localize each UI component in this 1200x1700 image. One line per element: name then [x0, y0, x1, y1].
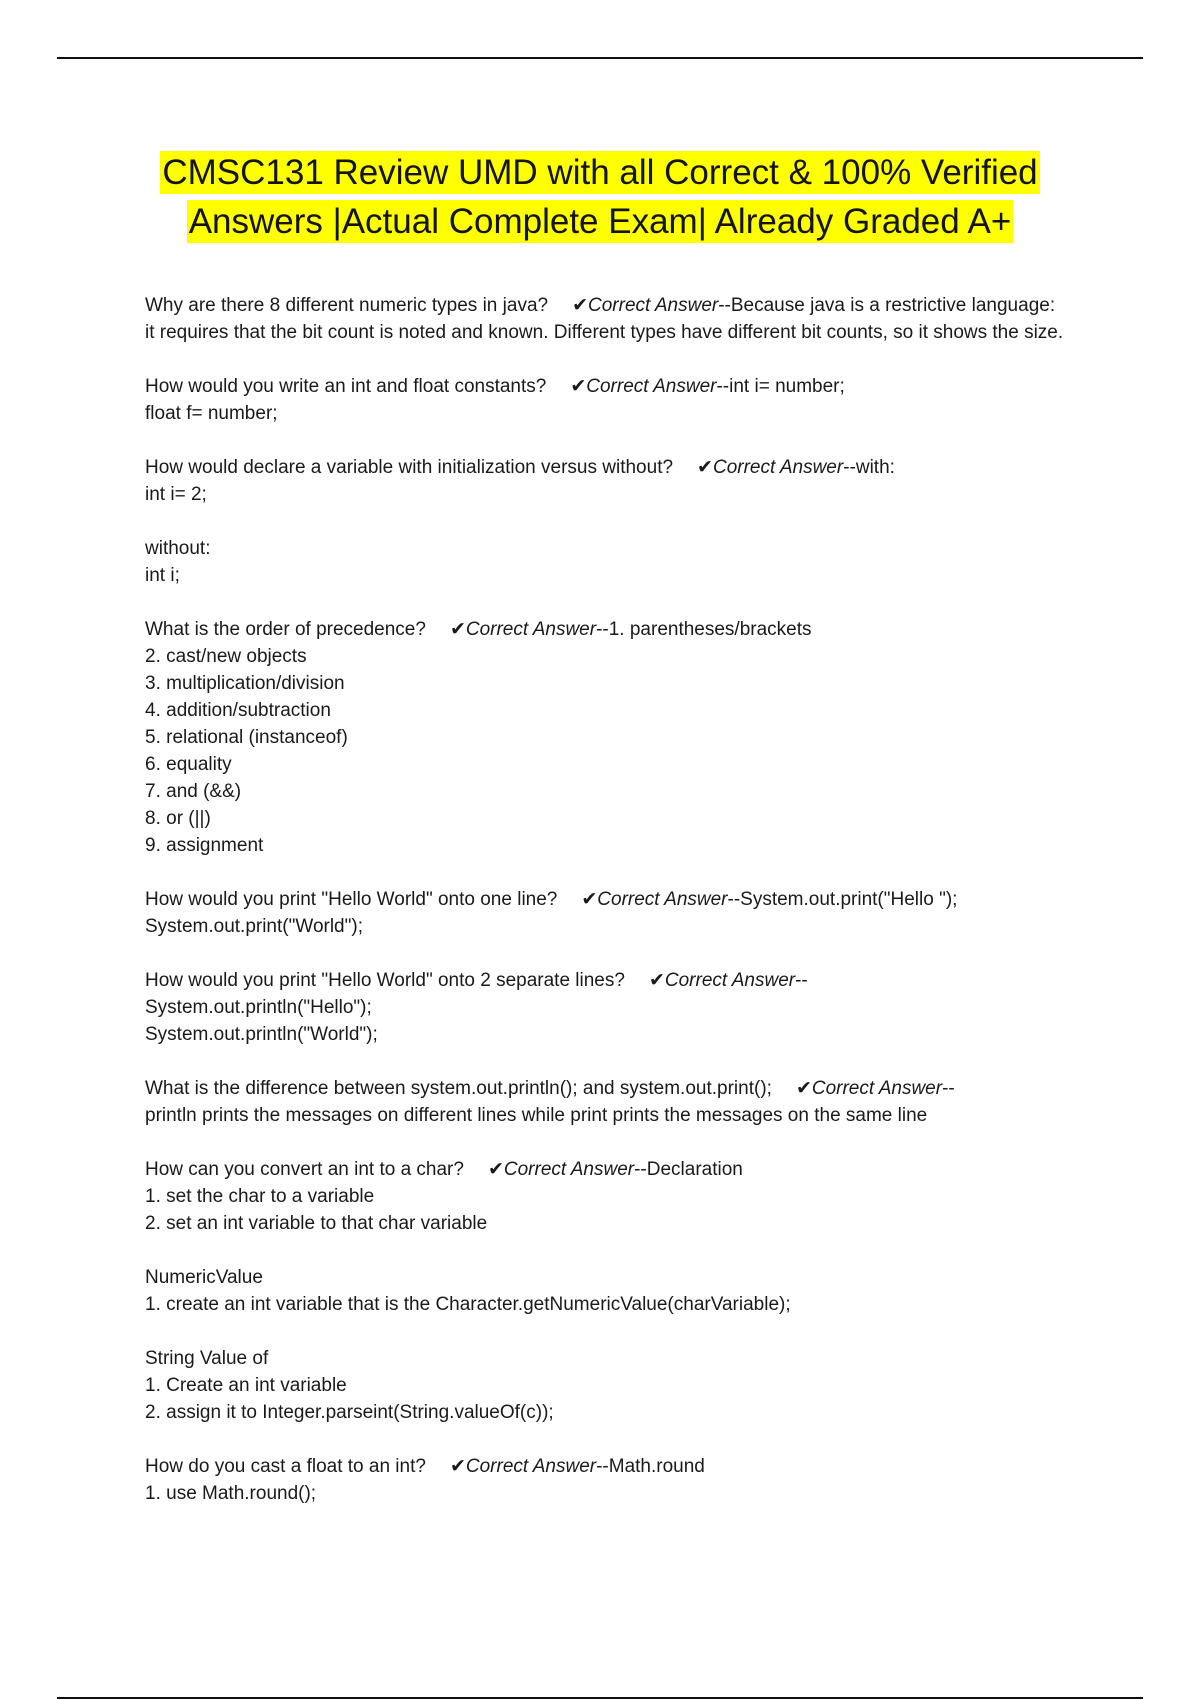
qa-first-line	[145, 373, 1065, 400]
correct-answer-text: Correct Answer	[503, 1159, 635, 1180]
correct-answer-label	[570, 376, 716, 397]
correct-answer-label	[488, 1159, 634, 1180]
checkmark-icon: ✔	[697, 457, 713, 478]
answer-line: 6. equality	[145, 754, 232, 775]
qa-first-line	[145, 616, 1065, 643]
answer-text: --	[795, 970, 808, 991]
question-text: Why are there 8 different numeric types in java?	[145, 295, 549, 316]
answer-line: float f= number;	[145, 403, 278, 424]
qa-first-line	[145, 886, 1065, 913]
correct-answer-text: Correct Answer	[712, 457, 844, 478]
answer-line: 4. addition/subtraction	[145, 700, 331, 721]
question-text: How would declare a variable with initialization versus without?	[145, 457, 674, 478]
answer-line: int i= 2;	[145, 484, 207, 505]
answer-line	[145, 1318, 1065, 1345]
qa-item	[145, 1156, 1065, 1426]
answer-line: 5. relational (instanceof)	[145, 727, 348, 748]
correct-answer-label	[450, 1456, 596, 1477]
correct-answer-text: Correct Answer	[586, 376, 717, 397]
answer-text: --Math.round	[596, 1456, 705, 1477]
correct-answer-label	[581, 889, 727, 910]
correct-answer-text: Correct Answer	[588, 295, 719, 316]
answer-line: without:	[145, 538, 211, 559]
correct-answer-text: Correct Answer	[811, 1078, 943, 1099]
qa-item	[145, 616, 1065, 859]
answer-line: 2. assign it to Integer.parseint(String.valueOf(c));	[145, 1402, 554, 1423]
answer-line: println prints the messages on different lines while print prints the messages on the same line	[145, 1105, 928, 1126]
answer-line	[145, 1237, 1065, 1264]
question-text: How do you cast a float to an int?	[145, 1456, 426, 1477]
qa-item	[145, 967, 1065, 1048]
title-line-1: CMSC131 Review UMD with all Correct & 100% Verified	[162, 153, 1038, 192]
qa-first-line	[145, 1156, 1065, 1183]
correct-answer-text: Correct Answer	[597, 889, 728, 910]
answer-text: --	[942, 1078, 955, 1099]
answer-line: 1. create an int variable that is the Character.getNumericValue(charVariable);	[145, 1294, 791, 1315]
qa-item	[145, 1453, 1065, 1507]
checkmark-icon: ✔	[449, 619, 466, 640]
checkmark-icon: ✔	[581, 889, 598, 910]
answer-line: String Value of	[145, 1348, 269, 1369]
qa-item	[145, 373, 1065, 427]
top-rule	[57, 57, 1143, 59]
checkmark-icon: ✔	[570, 376, 587, 397]
question-text: How would you print "Hello World" onto 2 separate lines?	[145, 970, 625, 991]
qa-first-line	[145, 454, 1065, 481]
document-title	[100, 148, 1100, 246]
question-text: How would you write an int and float constants?	[145, 376, 547, 397]
question-text: How can you convert an int to a char?	[145, 1159, 464, 1180]
answer-text: --Declaration	[634, 1159, 743, 1180]
answer-line: int i;	[145, 565, 180, 586]
correct-answer-label	[697, 457, 843, 478]
answer-line: System.out.print("World");	[145, 916, 363, 937]
checkmark-icon: ✔	[572, 295, 588, 316]
answer-line: 3. multiplication/division	[145, 673, 345, 694]
answer-text: --1. parentheses/brackets	[596, 619, 812, 640]
question-text: What is the difference between system.out.println(); and system.out.print();	[145, 1078, 772, 1099]
question-text: What is the order of precedence?	[145, 619, 426, 640]
correct-answer-label	[450, 619, 596, 640]
qa-first-line	[145, 292, 1065, 346]
bottom-rule	[57, 1697, 1143, 1699]
correct-answer-text: Correct Answer	[664, 970, 796, 991]
answer-line: 2. set an int variable to that char variable	[145, 1213, 488, 1234]
answer-text: --Because java is a restrictive language: it requires that the bit count is noted and known. Different types have different bit counts, so it shows the size.	[145, 295, 1064, 343]
qa-item	[145, 292, 1065, 346]
answer-line: 1. use Math.round();	[145, 1483, 317, 1504]
correct-answer-label	[796, 1078, 942, 1099]
answer-line: 1. Create an int variable	[145, 1375, 347, 1396]
checkmark-icon: ✔	[487, 1159, 504, 1180]
checkmark-icon: ✔	[449, 1456, 466, 1477]
qa-item	[145, 454, 1065, 589]
answer-line	[145, 508, 1065, 535]
answer-text: --System.out.print("Hello ");	[727, 889, 958, 910]
question-text: How would you print "Hello World" onto one line?	[145, 889, 558, 910]
qa-item	[145, 886, 1065, 940]
qa-first-line	[145, 1075, 1065, 1102]
correct-answer-text: Correct Answer	[465, 1456, 597, 1477]
answer-text: --int i= number;	[716, 376, 845, 397]
answer-text: --with:	[843, 457, 895, 478]
checkmark-icon: ✔	[795, 1078, 812, 1099]
answer-line: System.out.println("World");	[145, 1024, 378, 1045]
qa-item	[145, 1075, 1065, 1129]
answer-line: NumericValue	[145, 1267, 263, 1288]
qa-list	[145, 292, 1065, 1534]
correct-answer-label	[649, 970, 795, 991]
title-line-2: Answers |Actual Complete Exam| Already Graded A+	[188, 202, 1012, 241]
answer-line: 7. and (&&)	[145, 781, 242, 802]
checkmark-icon: ✔	[648, 970, 665, 991]
qa-first-line	[145, 1453, 1065, 1480]
answer-line: 2. cast/new objects	[145, 646, 307, 667]
answer-line: 1. set the char to a variable	[145, 1186, 375, 1207]
answer-line: 9. assignment	[145, 835, 264, 856]
correct-answer-text: Correct Answer	[465, 619, 597, 640]
correct-answer-label	[572, 295, 718, 316]
answer-line: 8. or (||)	[145, 808, 211, 829]
answer-line: System.out.println("Hello");	[145, 997, 372, 1018]
qa-first-line	[145, 967, 1065, 994]
